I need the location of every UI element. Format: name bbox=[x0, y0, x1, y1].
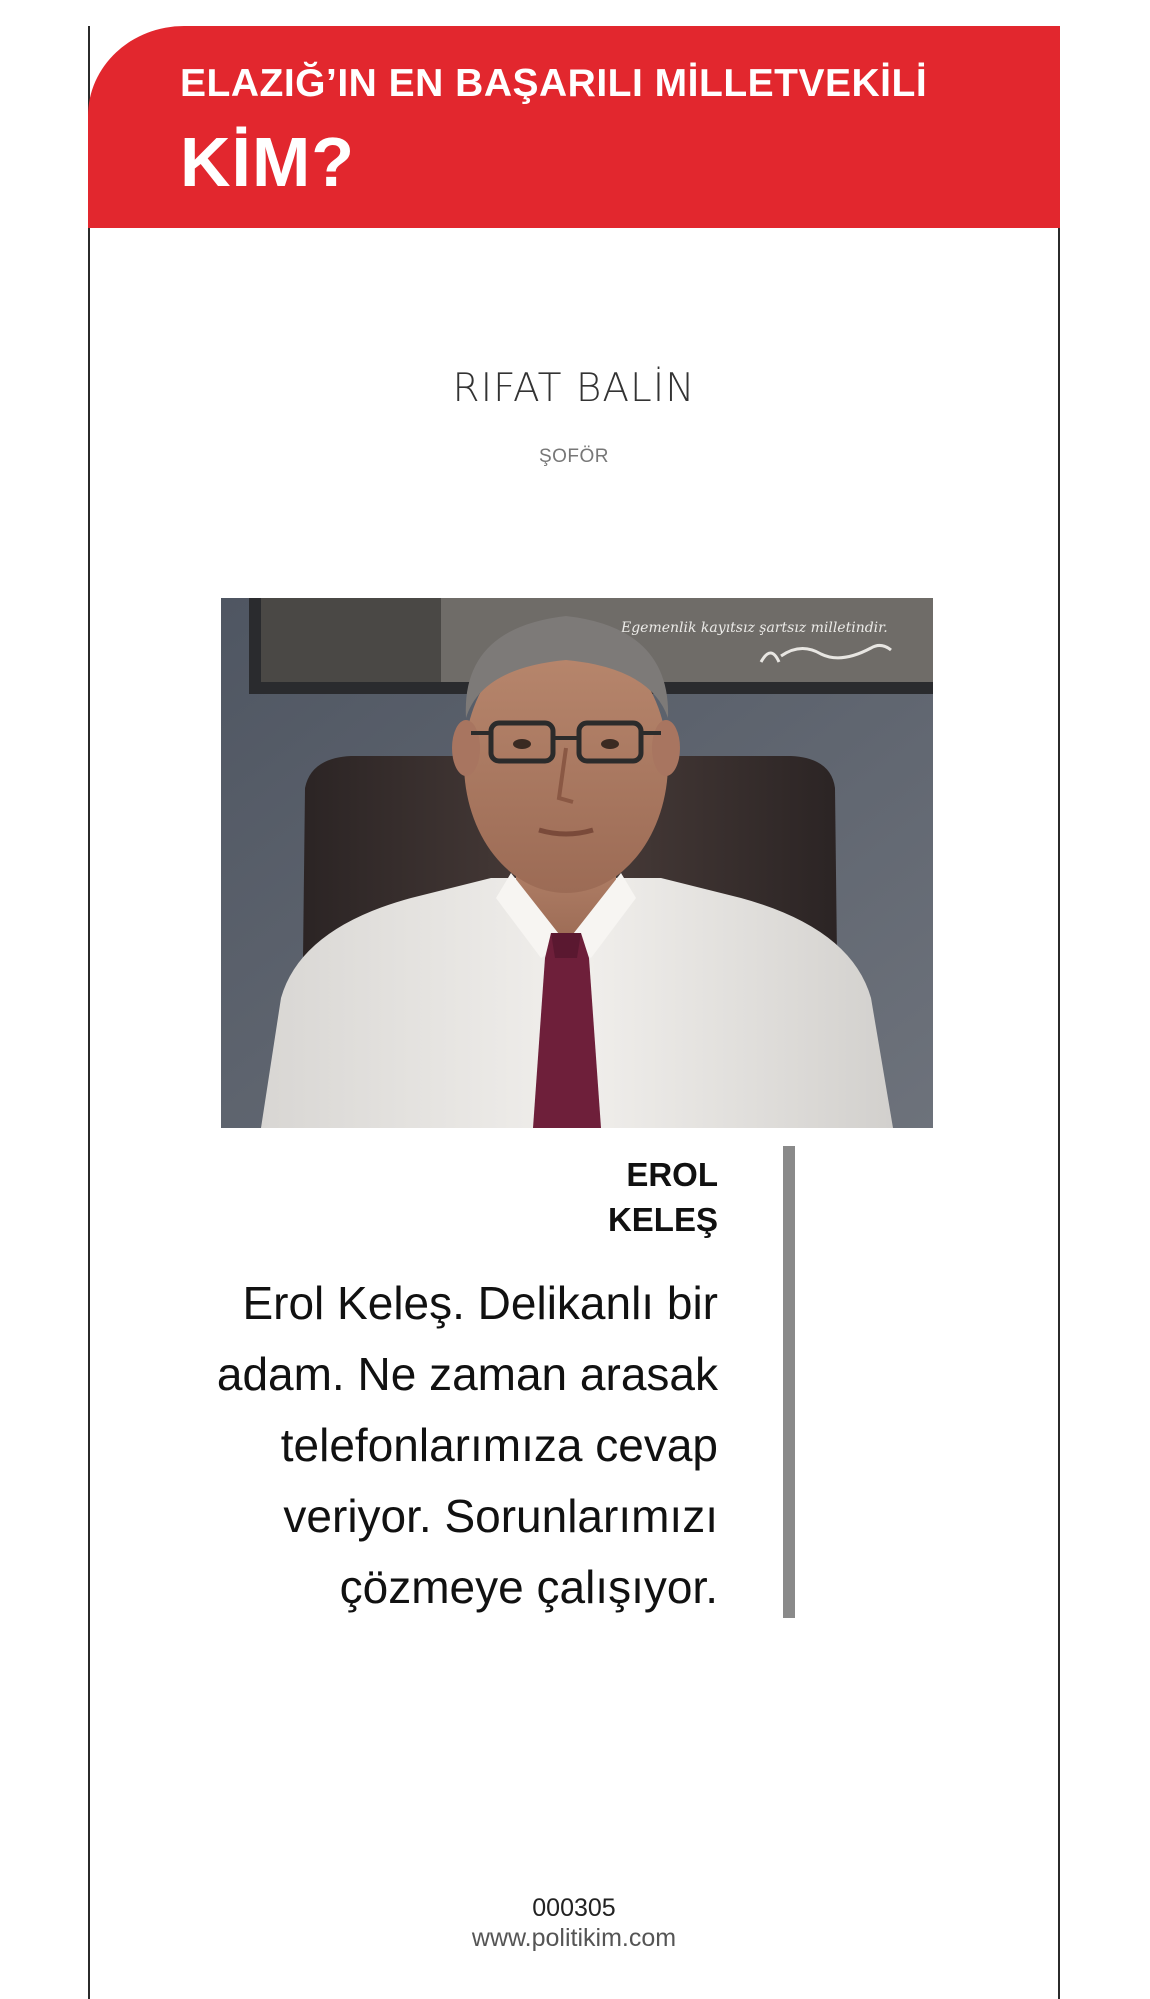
quote-text: Erol Keleş. Delikanlı bir adam. Ne zaman arasak telefonlarımıza cevap veriyor. Sorunlarımızı çözmeye çalışıyor. bbox=[216, 1277, 718, 1613]
testimonial-card bbox=[88, 26, 1060, 1999]
author-role: ŞOFÖR bbox=[538, 446, 610, 467]
header-banner bbox=[88, 26, 1060, 228]
person-first-name: EROL bbox=[626, 1156, 718, 1193]
quote-accent-bar bbox=[783, 1146, 795, 1618]
person-last-name: KELEŞ bbox=[607, 1201, 718, 1238]
header-question: KİM? bbox=[180, 123, 356, 201]
footer-code: 000305 bbox=[532, 1894, 616, 1922]
person-name bbox=[608, 1152, 718, 1242]
portrait-photo bbox=[221, 598, 933, 1128]
author-name: RIFAT BALİN bbox=[452, 366, 696, 411]
footer-url[interactable]: www.politikim.com bbox=[471, 1924, 677, 1952]
header-title: ELAZIĞ’IN EN BAŞARILI MİLLETVEKİLİ bbox=[180, 62, 928, 105]
background-quote: Egemenlik kayıtsız şartsız milletindir. bbox=[621, 620, 888, 636]
